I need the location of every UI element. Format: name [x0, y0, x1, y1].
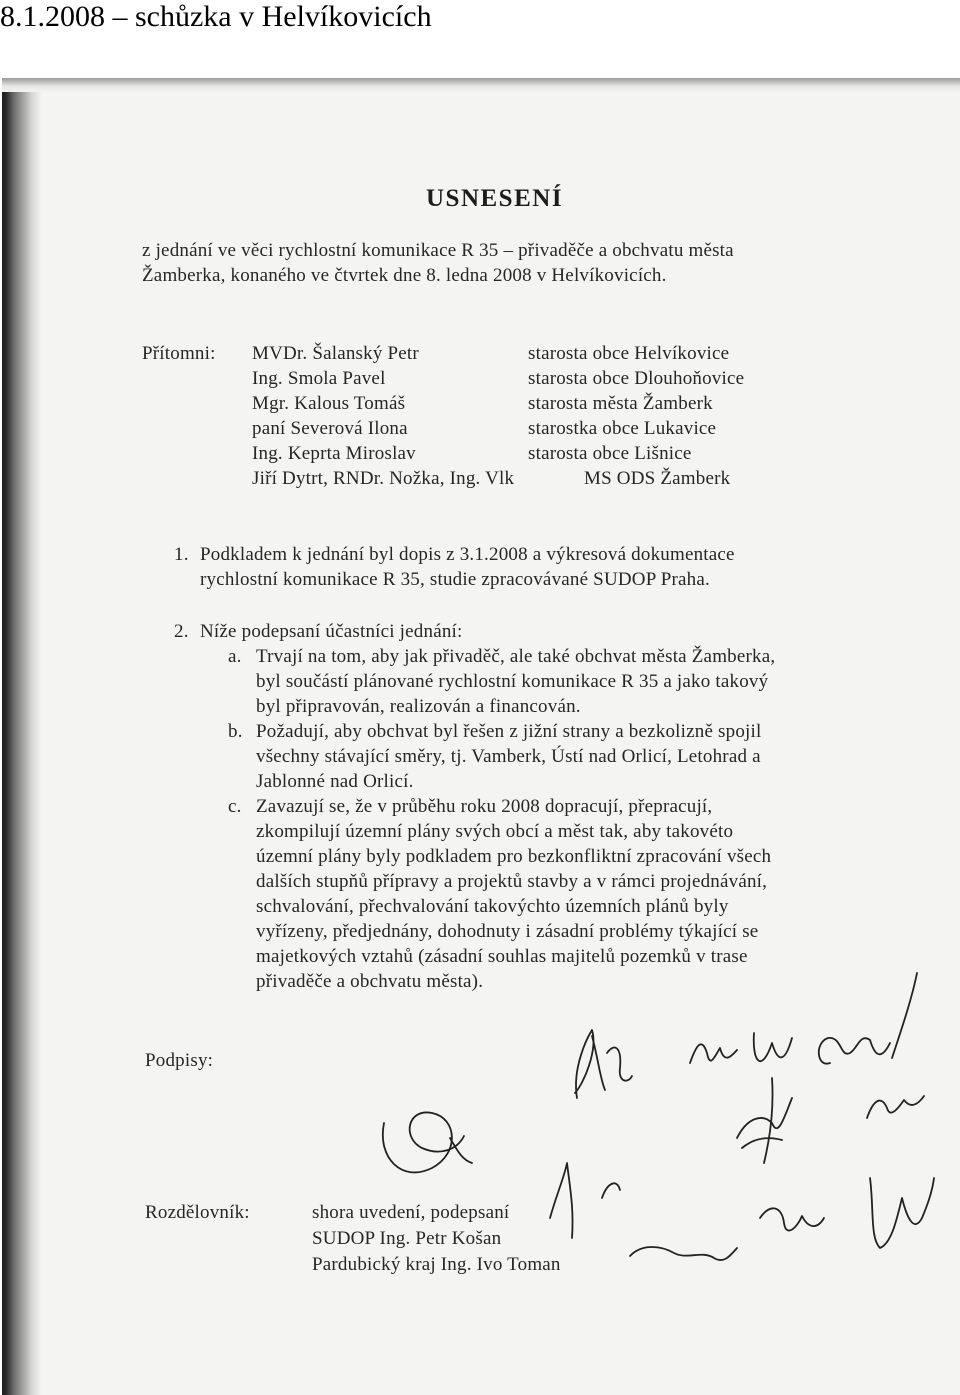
scanned-document: [2, 78, 960, 1395]
attendee-role: starostka obce Lukavice: [528, 418, 717, 439]
handwritten-signatures: [2, 78, 960, 1395]
signature-9: [760, 1208, 824, 1230]
item-b-line: všechny stávající směry, tj. Vamberk, Ústí nad Orlicí, Letohrad a: [256, 746, 761, 767]
attendee-role: starosta obce Lišnice: [528, 443, 692, 464]
item-c-line: dalších stupňů přípravy a projektů stavby a v rámci projednávání,: [256, 871, 768, 892]
signature-3: [819, 973, 917, 1064]
item-c-letter: c.: [228, 796, 242, 817]
item-b-line: Jablonné nad Orlicí.: [256, 771, 414, 792]
item-a-line: byl připravován, realizován a financován.: [256, 696, 581, 717]
point-2-number: 2.: [174, 621, 189, 642]
intro-line-1: z jednání ve věci rychlostní komunikace R 35 – přivaděče a obchvatu města: [142, 240, 734, 261]
attendee-role: starosta města Žamberk: [528, 393, 713, 414]
signature-1: [575, 1030, 632, 1098]
distribution-item: SUDOP Ing. Petr Košan: [312, 1228, 502, 1249]
attendee-name: Jiří Dytrt, RNDr. Nožka, Ing. Vlk: [252, 468, 515, 489]
intro-line-2: Žamberka, konaného ve čtvrtek dne 8. ledna 2008 v Helvíkovicích.: [142, 265, 667, 286]
point-2-header: Níže podepsaní účastníci jednání:: [200, 621, 463, 642]
attendee-role: MS ODS Žamberk: [584, 468, 731, 489]
point-1-number: 1.: [174, 544, 189, 565]
signature-5: [737, 1078, 792, 1163]
attendee-name: Ing. Keprta Miroslav: [252, 443, 416, 464]
item-b-letter: b.: [228, 721, 243, 742]
distribution-item: shora uvedení, podepsaní: [312, 1202, 510, 1223]
item-c-line: vyřízeny, předjednány, dohodnuty i zásadní problémy týkající se: [256, 921, 759, 942]
item-c-line: přivaděče a obchvatu města).: [256, 971, 484, 992]
signature-10: [870, 1178, 934, 1248]
item-a-letter: a.: [228, 646, 242, 667]
attendee-role: starosta obce Dlouhoňovice: [528, 368, 745, 389]
signature-6: [867, 1096, 924, 1118]
signatures-label: Podpisy:: [145, 1050, 214, 1071]
signature-8: [630, 1247, 737, 1260]
item-c-line: zkompilují územní plány svých obcí a měst tak, aby takovéto: [256, 821, 734, 842]
item-c-line: majetkových vztahů (zásadní souhlas majitelů pozemků v trase: [256, 946, 748, 967]
attendees-label: Přítomni:: [142, 343, 216, 364]
item-a-line: byl součástí plánované rychlostní komunikace R 35 a jako takový: [256, 671, 769, 692]
item-b-line: Požadují, aby obchvat byl řešen z jižní strany a bezkolizně spojil: [256, 721, 762, 742]
signature-2: [690, 1033, 792, 1063]
item-c-line: územní plány byly podkladem pro bezkonfliktní zpracování všech: [256, 846, 772, 867]
point-1-line: rychlostní komunikace R 35, studie zpracovávané SUDOP Praha.: [200, 569, 710, 590]
distribution-label: Rozdělovník:: [145, 1202, 250, 1223]
document-title: USNESENÍ: [426, 185, 564, 212]
item-c-line: schvalování, přechvalování takovýchto územních plánů byly: [256, 896, 729, 917]
attendee-name: MVDr. Šalanský Petr: [252, 343, 419, 364]
point-1-line: Podkladem k jednání byl dopis z 3.1.2008 a výkresová dokumentace: [200, 544, 735, 565]
signature-7: [550, 1163, 620, 1238]
attendee-role: starosta obce Helvíkovice: [528, 343, 730, 364]
attendee-name: Ing. Smola Pavel: [252, 368, 386, 389]
page-heading: 8.1.2008 – schůzka v Helvíkovicích: [0, 0, 432, 33]
item-a-line: Trvají na tom, aby jak přivaděč, ale také obchvat města Žamberka,: [256, 646, 776, 667]
distribution-item: Pardubický kraj Ing. Ivo Toman: [312, 1254, 561, 1275]
signature-4: [383, 1112, 472, 1172]
attendee-name: Mgr. Kalous Tomáš: [252, 393, 406, 414]
attendee-name: paní Severová Ilona: [252, 418, 408, 439]
document-sheet: [2, 78, 960, 1395]
item-c-line: Zavazují se, že v průběhu roku 2008 dopracují, přepracují,: [256, 796, 713, 817]
